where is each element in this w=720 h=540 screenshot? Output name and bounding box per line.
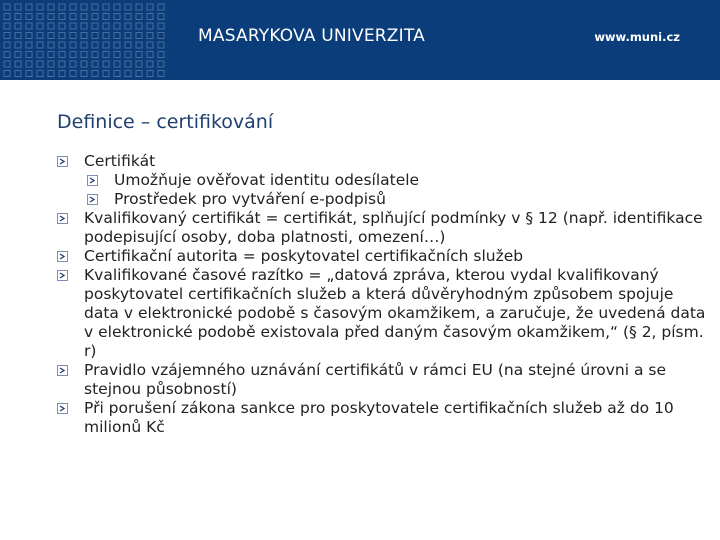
slide-title: Definice – certifikování xyxy=(57,111,274,133)
header-bar xyxy=(0,0,720,80)
list-item-text: Pravidlo vzájemného uznávání certifikátů v rámci EU (na stejné úrovni a se stejnou působností) xyxy=(84,361,667,398)
list-item xyxy=(57,247,707,266)
dot-grid-pattern-icon xyxy=(0,0,180,80)
list-item-text: Při porušení zákona sankce pro poskytovatele certifikačních služeb až do 10 milionů Kč xyxy=(84,399,674,436)
list-item xyxy=(57,361,707,399)
arrow-box-icon xyxy=(57,365,68,376)
list-item-text: Certifikační autorita = poskytovatel certifikačních služeb xyxy=(84,247,524,265)
arrow-box-icon xyxy=(87,194,98,205)
arrow-box-icon xyxy=(57,156,68,167)
list-item-text: Umožňuje ověřovat identitu odesílatele xyxy=(114,171,420,189)
list-item xyxy=(57,171,707,190)
arrow-box-icon xyxy=(57,251,68,262)
arrow-box-icon xyxy=(57,403,68,414)
list-item xyxy=(57,152,707,171)
university-name: MASARYKOVA UNIVERZITA xyxy=(198,26,425,46)
list-item xyxy=(57,209,707,247)
arrow-box-icon xyxy=(87,175,98,186)
list-item xyxy=(57,190,707,209)
list-item-text: Kvalifikovaný certifikát = certifikát, splňující podmínky v § 12 (např. identifikace podepisující osoby, doba platnosti, omezení…) xyxy=(84,209,703,246)
list-item-text: Kvalifikované časové razítko = „datová zpráva, kterou vydal kvalifikovaný poskytovatel certifikačních služeb a která důvěryhodným způsobem spojuje data v elektronické podobě s časovým okamžikem, a zaručuje, že uvedená data v elektronické podobě existovala před daným časovým okamžikem,“ (§ 2, písm. r) xyxy=(84,266,706,360)
arrow-box-icon xyxy=(57,213,68,224)
list-item-text: Prostředek pro vytváření e-podpisů xyxy=(114,190,386,208)
website-url[interactable]: www.muni.cz xyxy=(594,30,680,44)
bullet-list xyxy=(57,152,707,437)
list-item-text: Certifikát xyxy=(84,152,156,170)
list-item xyxy=(57,399,707,437)
arrow-box-icon xyxy=(57,270,68,281)
list-item xyxy=(57,266,707,361)
